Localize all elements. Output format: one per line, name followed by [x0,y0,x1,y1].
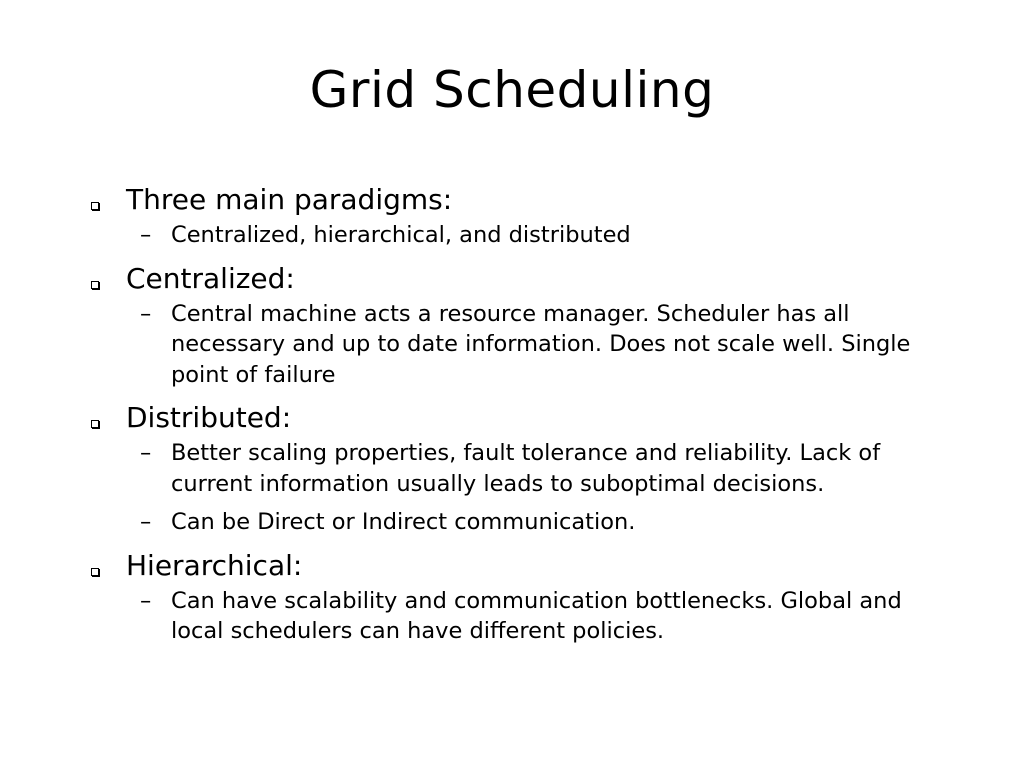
sub-item [86,438,956,499]
bullet-heading: Three main paradigms: [126,183,453,216]
dash-marker: – [140,222,152,248]
sub-list [86,299,956,391]
sub-item [86,220,956,251]
bullet-item [86,398,956,438]
sub-item-text: Can be Direct or Indirect communication. [171,509,636,535]
square-bullet-icon [91,281,99,289]
bullet-list [86,180,956,655]
bullet-heading: Centralized: [126,261,295,295]
bullet-item [86,546,956,586]
sub-item [86,507,956,538]
bullet-heading: Distributed: [126,401,292,434]
slide-title: Grid Scheduling [309,61,715,119]
bullet-item [86,259,956,299]
sub-list [86,438,956,538]
dash-marker: – [140,587,152,614]
sub-list [86,586,956,647]
sub-item [86,299,956,391]
dash-marker: – [140,509,152,535]
dash-marker: – [140,300,152,327]
square-bullet-icon [91,420,99,428]
sub-list [86,220,956,251]
sub-item-text: Central machine acts a resource manager. Scheduler has all necessary and up to date information. Does not scale well. Single point of failure [171,300,911,388]
sub-item-text: Centralized, hierarchical, and distributed [171,222,631,248]
bullet-item [86,180,956,220]
sub-item [86,586,956,647]
square-bullet-icon [91,202,99,210]
dash-marker: – [140,440,152,466]
square-bullet-icon [91,568,99,576]
sub-item-text: Better scaling properties, fault tolerance and reliability. Lack of current information usually leads to suboptimal decisions. [171,440,881,497]
sub-item-text: Can have scalability and communication bottlenecks. Global and local schedulers can have different policies. [171,587,902,644]
bullet-heading: Hierarchical: [126,548,303,582]
